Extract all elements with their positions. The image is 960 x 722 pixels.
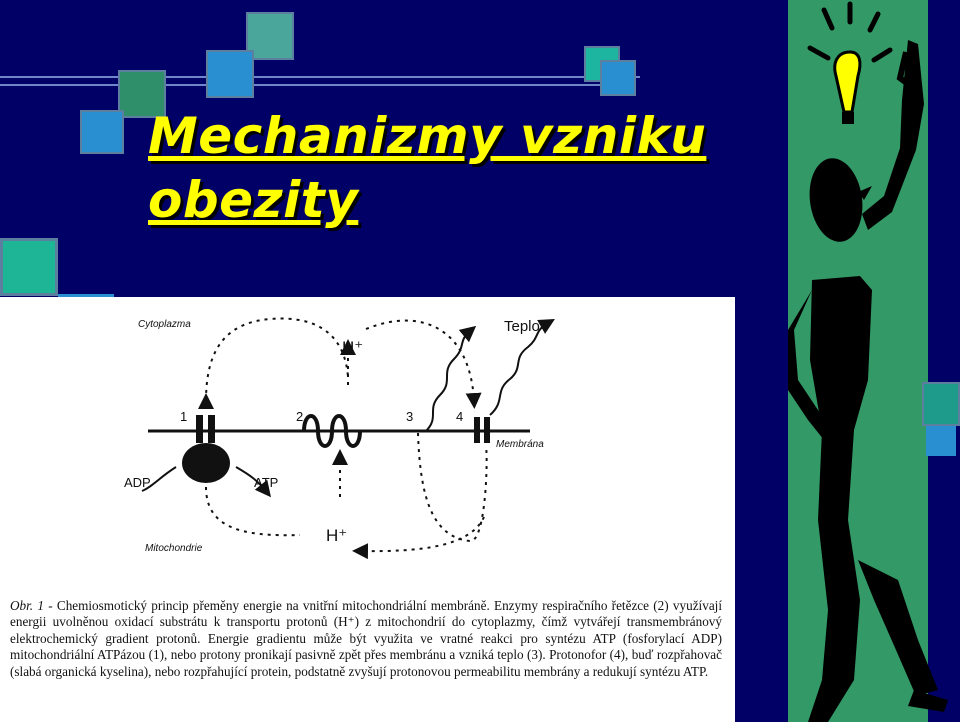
- label-h-bottom: H⁺: [326, 526, 348, 545]
- label-num-3: 3: [406, 409, 414, 424]
- decor-square: [600, 60, 636, 96]
- label-num-4: 4: [456, 409, 464, 424]
- decor-square: [0, 238, 58, 296]
- label-heat: Teplo: [504, 318, 540, 335]
- caption-text: - Chemiosmotický princip přeměny energie na vnitřní mitochondriální membráně. Enzymy respiračního řetězce (2) využívají energii uvolněnou oxidací substrátu k transportu protonů (H⁺) z mitochondrií do cytoplazmy, čímž vytvářejí transmembránový elektrochemický gradient protonů. Energie gradientu může být využita ve vratné reakci pro syntézu ATP (fosforylací ADP) mitochondriální ATPázou (1), nebo protony pronikají pasivně zpět přes membránu a vzniká teplo (3). Protonofor (4), buď rozpřahovač (slabá organická kyselina), nebo rozpřahující protein, podstatně zvyšují protonovou permeabilitu membrány a redukují syntézu ATP.: [10, 598, 722, 679]
- label-mitochondria: Mitochondrie: [145, 543, 203, 554]
- label-cytoplasm: Cytoplazma: [138, 319, 191, 330]
- protonophore-channel: [474, 417, 480, 443]
- label-atp: ATP: [254, 475, 279, 490]
- figure-caption: [10, 598, 722, 680]
- label-membrane: Membrána: [496, 439, 544, 450]
- title-line-1: Mechanizmy vzniku: [148, 107, 707, 165]
- label-num-2: 2: [296, 409, 304, 424]
- decor-square: [206, 50, 254, 98]
- label-h-top: H⁺: [342, 338, 364, 357]
- title-line-2: obezity: [148, 171, 359, 229]
- idea-man-illustration: [788, 0, 960, 722]
- label-adp: ADP: [124, 475, 151, 490]
- lightbulb-icon: [835, 52, 860, 112]
- slide-title: [148, 104, 706, 232]
- decor-line-top-2: [0, 84, 600, 86]
- caption-lead: Obr. 1: [10, 598, 44, 613]
- chemiosmotic-diagram: [0, 297, 735, 597]
- atpase-channel: [196, 415, 203, 443]
- decor-square: [80, 110, 124, 154]
- decor-line-top: [0, 76, 640, 78]
- atpase-head: [182, 443, 230, 483]
- label-num-1: 1: [180, 409, 188, 424]
